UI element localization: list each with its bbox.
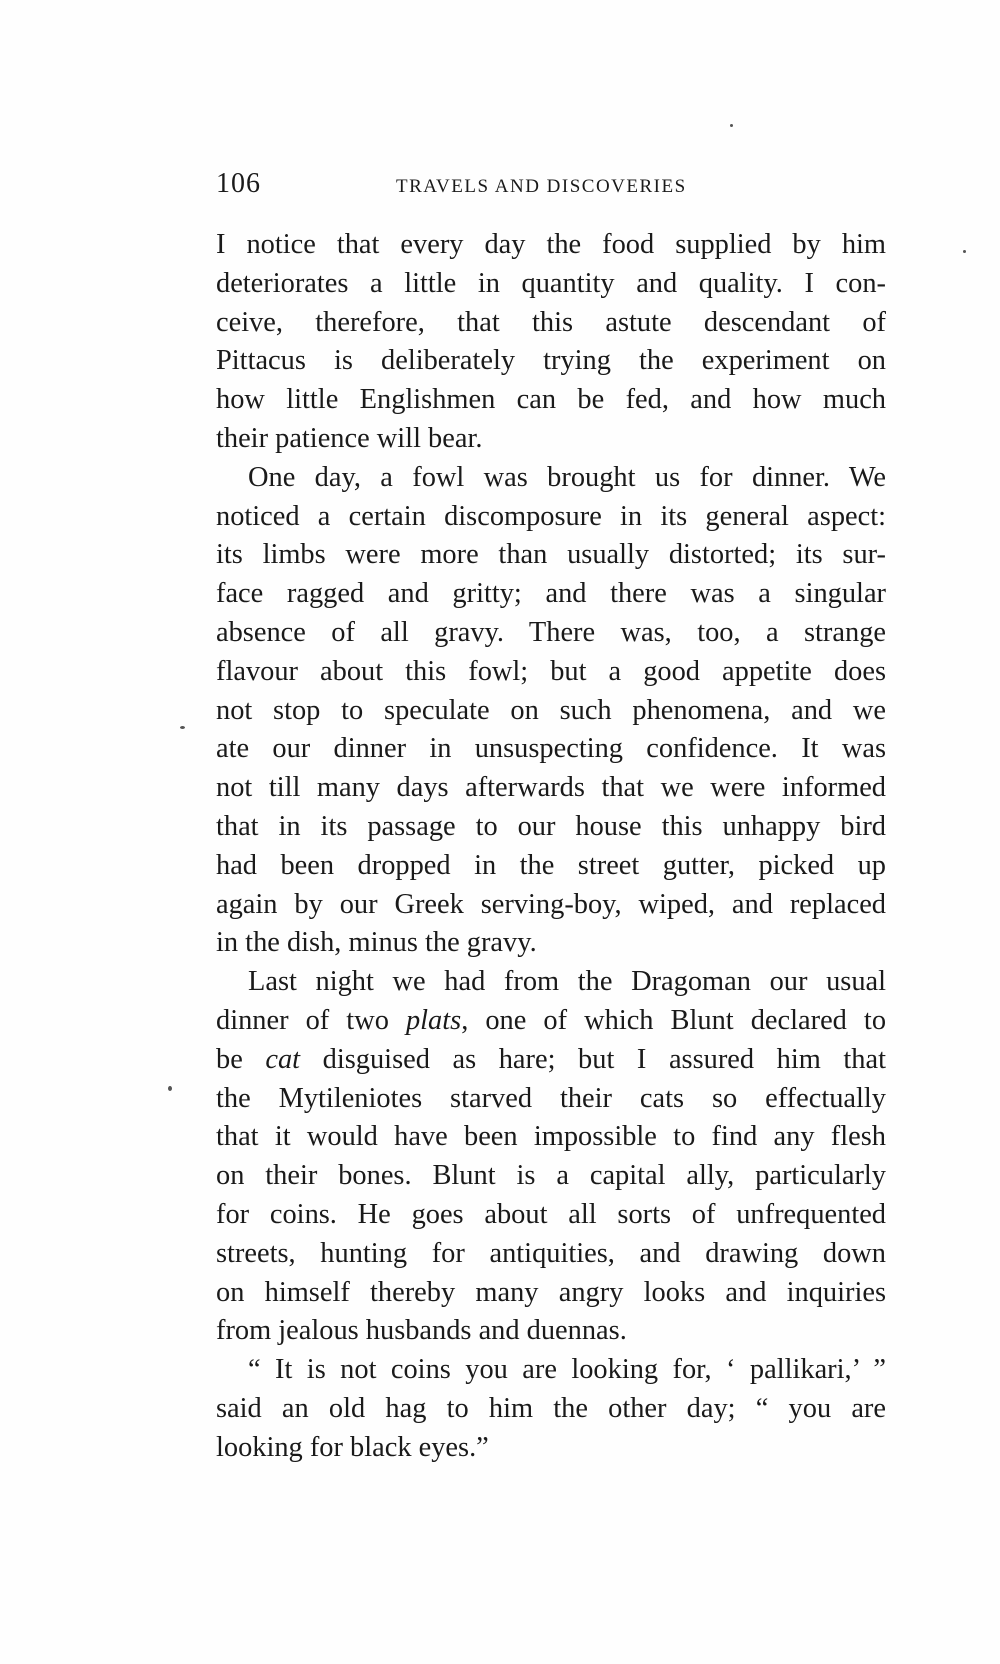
text-line: absence of all gravy. There was, too, a strange — [216, 616, 886, 648]
text-line: not stop to speculate on such phenomena, and we — [216, 694, 886, 726]
text-line: that in its passage to our house this unhappy bird — [216, 810, 886, 842]
paragraph-2 — [216, 459, 886, 963]
paper-speck — [963, 250, 966, 253]
text-line: in the dish, minus the gravy. — [216, 927, 537, 959]
text-line: its limbs were more than usually distorted; its sur- — [216, 539, 886, 571]
text-line: not till many days afterwards that we were informed — [216, 772, 886, 804]
paragraph-4 — [216, 1351, 886, 1467]
text-line: how little Englishmen can be fed, and how much — [216, 384, 886, 416]
running-head — [216, 168, 886, 208]
text-line: Last night we had from the Dragoman our usual — [248, 966, 886, 998]
text-line: flavour about this fowl; but a good appetite does — [216, 655, 886, 687]
text-line: looking for black eyes.” — [216, 1431, 489, 1463]
paper-speck — [168, 1086, 172, 1091]
running-title: TRAVELS AND DISCOVERIES — [396, 176, 687, 197]
text-line: deteriorates a little in quantity and quality. I con- — [216, 267, 886, 299]
text-line: had been dropped in the street gutter, picked up — [216, 849, 886, 881]
text-line: again by our Greek serving-boy, wiped, and replaced — [216, 888, 886, 920]
text-line: said an old hag to him the other day; “ you are — [216, 1392, 886, 1424]
text-line: dinner of two plats, one of which Blunt declared to — [216, 1004, 887, 1036]
text-line: on himself thereby many angry looks and inquiries — [216, 1276, 886, 1308]
text-line: One day, a fowl was brought us for dinner. We — [248, 461, 886, 493]
text-line: be cat disguised as hare; but I assured him that — [216, 1043, 886, 1075]
text-line: I notice that every day the food supplied by him — [216, 229, 886, 260]
text-line: that it would have been impossible to find any flesh — [216, 1121, 886, 1153]
paper-speck — [180, 726, 185, 729]
text-line: on their bones. Blunt is a capital ally, particularly — [216, 1160, 886, 1192]
text-line: the Mytileniotes starved their cats so effectually — [216, 1082, 886, 1114]
text-line: “ It is not coins you are looking for, ‘ pallikari,’ ” — [248, 1354, 886, 1386]
text-line: ceive, therefore, that this astute descendant of — [216, 306, 886, 338]
page-number: 106 — [216, 168, 261, 199]
text-line: noticed a certain discomposure in its general aspect: — [216, 500, 886, 532]
text-line: face ragged and gritty; and there was a singular — [216, 578, 886, 610]
paragraph-3 — [216, 963, 886, 1351]
paper-speck — [730, 124, 733, 127]
paragraph-1 — [216, 226, 886, 459]
text-line: for coins. He goes about all sorts of unfrequented — [216, 1198, 886, 1230]
text-line: ate our dinner in unsuspecting confidence. It was — [216, 733, 886, 765]
text-line: their patience will bear. — [216, 422, 483, 454]
text-line: streets, hunting for antiquities, and drawing down — [216, 1237, 886, 1269]
body-text — [216, 226, 886, 1468]
text-line: Pittacus is deliberately trying the experiment on — [216, 345, 886, 377]
text-line: from jealous husbands and duennas. — [216, 1315, 627, 1347]
